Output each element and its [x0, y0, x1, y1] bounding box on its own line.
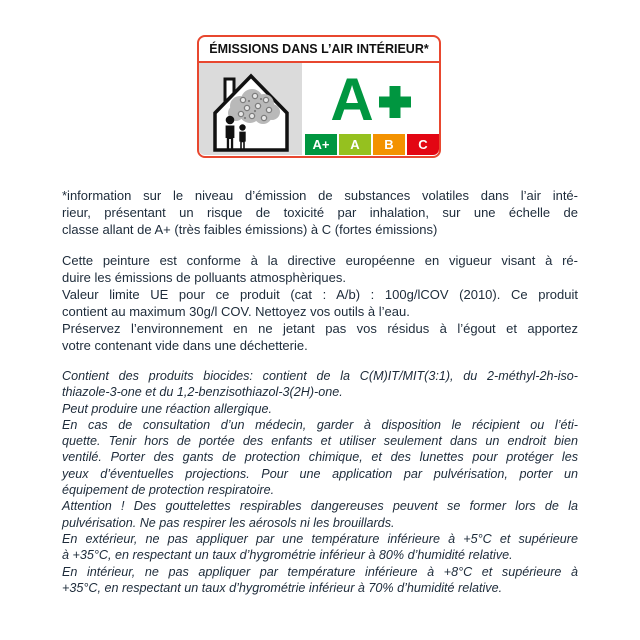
rating-scale	[305, 134, 439, 155]
text-line: Attention ! Des gouttelettes respirables dangereuses peuvent se former lors de la	[62, 499, 578, 514]
scale-grade-b: B	[373, 134, 405, 155]
text-line: rieur, présentant un risque de toxicité par inhalation, sur une échelle de	[62, 205, 578, 220]
text-line: Contient des produits biocides: contient de la C(M)IT/MIT(3:1), du 2-méthyl-2h-iso-	[62, 369, 578, 383]
text-line: En extérieur, ne pas appliquer par une température inférieure à +5°C et supérieure	[62, 531, 578, 546]
text-line: votre contenant vide dans une déchetterie.	[62, 338, 308, 353]
paragraph	[62, 401, 578, 417]
text-line: à +35°C, en respectant un taux d’hygrométrie inférieur à 80% d’humidité relative.	[62, 548, 513, 563]
rating-letter: A	[330, 65, 372, 133]
rating-value	[302, 63, 439, 134]
text-line: Préservez l’environnement en ne jetant pas vos résidus à l’égout et apportez	[62, 321, 578, 336]
text-line: duire les émissions de polluants atmosphèriques.	[62, 270, 346, 285]
text-line: contient au maximum 30g/l COV. Nettoyez vos outils à l’eau.	[62, 304, 410, 319]
text-line: Valeur limite UE pour ce produit (cat : A/b) : 100g/lCOV (2010). Ce produit	[62, 287, 578, 302]
paragraph	[62, 564, 578, 597]
text-line: +35°C, en respectant un taux d’hygrométrie inférieur à 70% d’humidité relative.	[62, 580, 503, 595]
paragraph	[62, 252, 578, 286]
paragraph	[62, 417, 578, 498]
text-line: En intérieur, ne pas appliquer par température inférieure à +8°C et supérieure à	[62, 564, 578, 579]
text-line: Cette peinture est conforme à la directive européenne en vigueur visant à ré-	[62, 253, 578, 268]
paragraph	[62, 187, 578, 238]
paragraph	[62, 498, 578, 531]
house-indoor-emissions-icon	[199, 63, 302, 155]
text-line: classe allant de A+ (très faibles émissions) à C (fortes émissions)	[62, 222, 438, 237]
emissions-label-title: ÉMISSIONS DANS L’AIR INTÉRIEUR*	[199, 37, 439, 63]
scale-grade-c: C	[407, 134, 439, 155]
paragraph	[62, 320, 578, 354]
text-line: En cas de consultation d’un médecin, garder à disposition le récipient ou l’éti-	[62, 417, 578, 432]
rating-area	[302, 63, 439, 155]
text-line: pulvérisation. Ne pas respirer les aérosols ni les brouillards.	[62, 515, 395, 530]
text-line: Peut produire une réaction allergique.	[62, 401, 273, 416]
paragraph	[62, 368, 578, 401]
text-block-italic	[62, 368, 578, 596]
emissions-label	[197, 35, 441, 158]
text-line: *information sur le niveau d’émission de substances volatiles dans l’air inté-	[62, 188, 578, 203]
body-text	[62, 187, 578, 596]
scale-grade-a-plus: A+	[305, 134, 337, 155]
plus-icon	[379, 86, 411, 118]
text-block-normal	[62, 252, 578, 354]
text-block-normal	[62, 187, 578, 238]
text-line: thiazole-3-one et du 1,2-benzisothiazol-3(2H)-one.	[62, 385, 343, 400]
paragraph	[62, 531, 578, 564]
text-line: ventilé. Porter des gants de protection chimique, et des lunettes pour protéger les	[62, 450, 578, 465]
house-panel	[199, 63, 302, 155]
text-line: yeux d’éventuelles projections. Pour une application par pulvérisation, porter un	[62, 466, 578, 481]
text-line: quette. Tenir hors de portée des enfants et utiliser seulement dans un endroit bien	[62, 434, 578, 449]
scale-grade-a: A	[339, 134, 371, 155]
text-line: équipement de protection respiratoire.	[62, 483, 275, 498]
paragraph	[62, 286, 578, 320]
emissions-label-content	[199, 63, 439, 155]
